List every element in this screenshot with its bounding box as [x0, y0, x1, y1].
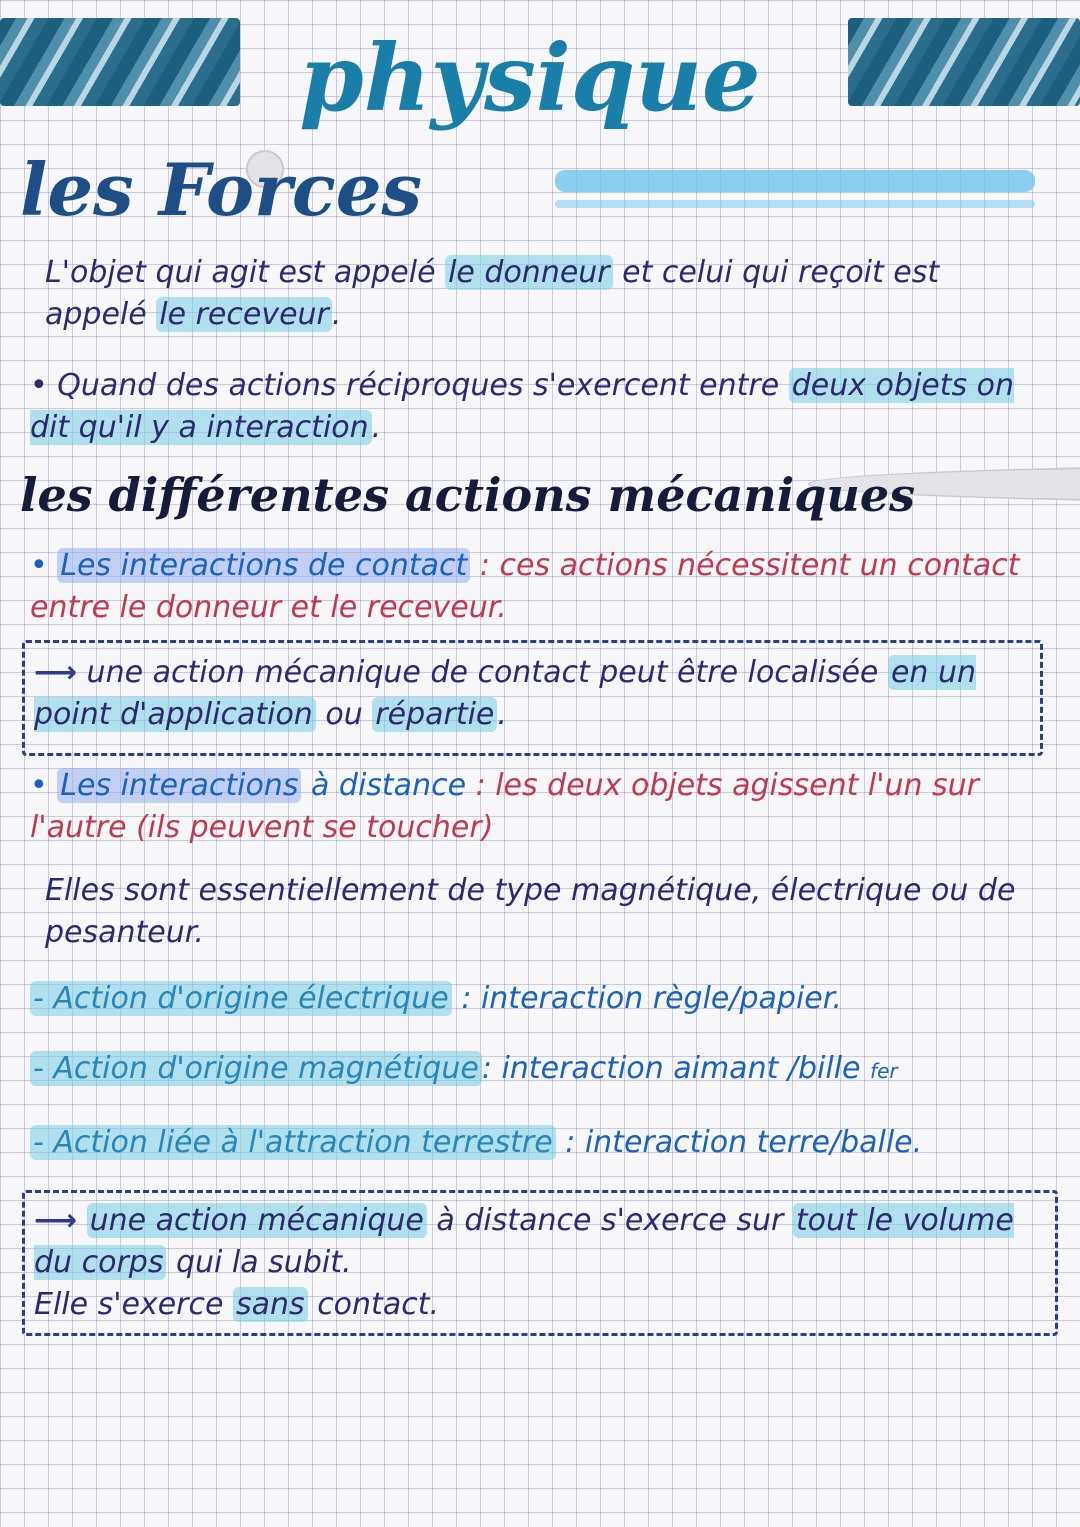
- intro-text: .: [331, 297, 342, 332]
- contact-text: ces actions nécessitent un contact entre le donneur et le receveur.: [30, 548, 1020, 625]
- action-terrestre-label: - Action liée à l'attraction terrestre: [30, 1125, 556, 1160]
- highlight-interaction: deux objets on dit qu'il y a interaction: [30, 368, 1015, 445]
- box2-text-c: Elle s'exerce: [34, 1287, 233, 1322]
- box2-text-d: contact.: [307, 1287, 439, 1322]
- distance-label: Les interactions: [57, 768, 301, 803]
- heading-highlight-bar: [555, 170, 1035, 192]
- box2-text-b: qui la subit.: [166, 1245, 352, 1280]
- distance-text: les deux objets agissent l'un sur l'autre (ils peuvent se toucher): [30, 768, 980, 845]
- distance-paragraph: • Les interactions à distance : les deux objets agissent l'un sur l'autre (ils peuvent se toucher): [30, 768, 980, 845]
- distance-label-2: à distance: [301, 768, 467, 803]
- marble-banner-left: [0, 18, 240, 106]
- box2-text-a: à distance s'exerce sur: [426, 1203, 793, 1238]
- action-electrique-text: : interaction règle/papier.: [451, 981, 842, 1016]
- action-terrestre-text: : interaction terre/balle.: [555, 1125, 923, 1160]
- distance-colon: :: [466, 768, 496, 803]
- intro-text: et celui qui reçoit est appelé: [45, 255, 940, 332]
- box1-text: [34, 652, 1024, 736]
- contact-colon: :: [470, 548, 500, 583]
- highlight-receveur: le receveur: [156, 297, 332, 332]
- action-terrestre: [30, 1122, 1040, 1164]
- interaction-text: .: [371, 410, 382, 445]
- interaction-text: • Quand des actions réciproques s'exercent entre: [30, 368, 789, 403]
- highlight-volume-corps: tout le volume du corps: [34, 1203, 1014, 1280]
- action-magnetique-text: : interaction aimant /bille: [481, 1051, 861, 1086]
- contact-label: Les interactions de contact: [57, 548, 470, 583]
- highlight-point-application: en un point d'application: [34, 655, 976, 732]
- marble-banner-right: [848, 18, 1080, 106]
- page-title: physique: [299, 24, 761, 132]
- types-paragraph: Elles sont essentiellement de type magnétique, électrique ou de pesanteur.: [45, 873, 1016, 950]
- highlight-donneur: le donneur: [445, 255, 613, 290]
- arrow-icon: ⟶: [34, 655, 78, 690]
- highlight-action-mecanique: une action mécanique: [87, 1203, 427, 1238]
- box1-text-a: une action mécanique de contact peut être localisée: [77, 655, 888, 690]
- highlight-repartie: répartie: [372, 697, 497, 732]
- action-electrique: [30, 978, 1040, 1020]
- action-electrique-label: - Action d'origine électrique: [30, 981, 452, 1016]
- action-magnetique-label: - Action d'origine magnétique: [30, 1051, 482, 1086]
- heading-actions-mecaniques: les différentes actions mécaniques: [20, 468, 916, 522]
- box1-text-c: .: [497, 697, 507, 732]
- heading-forces: les Forces: [20, 147, 423, 232]
- heading-highlight-bar-thin: [555, 200, 1035, 208]
- contact-paragraph: • Les interactions de contact : ces actions nécessitent un contact entre le donneur et le receveur.: [30, 548, 1020, 625]
- intro-text: L'objet qui agit est appelé: [45, 255, 446, 290]
- action-magnetique-extra: fer: [870, 1059, 898, 1083]
- action-magnetique: [30, 1048, 1040, 1092]
- arrow-icon: ⟶: [34, 1203, 78, 1238]
- intro-paragraph-2: [30, 365, 1040, 449]
- box1-text-b: ou: [315, 697, 373, 732]
- highlight-sans: sans: [233, 1287, 308, 1322]
- box2-text: [34, 1200, 1034, 1326]
- intro-paragraph-1: [45, 252, 1025, 336]
